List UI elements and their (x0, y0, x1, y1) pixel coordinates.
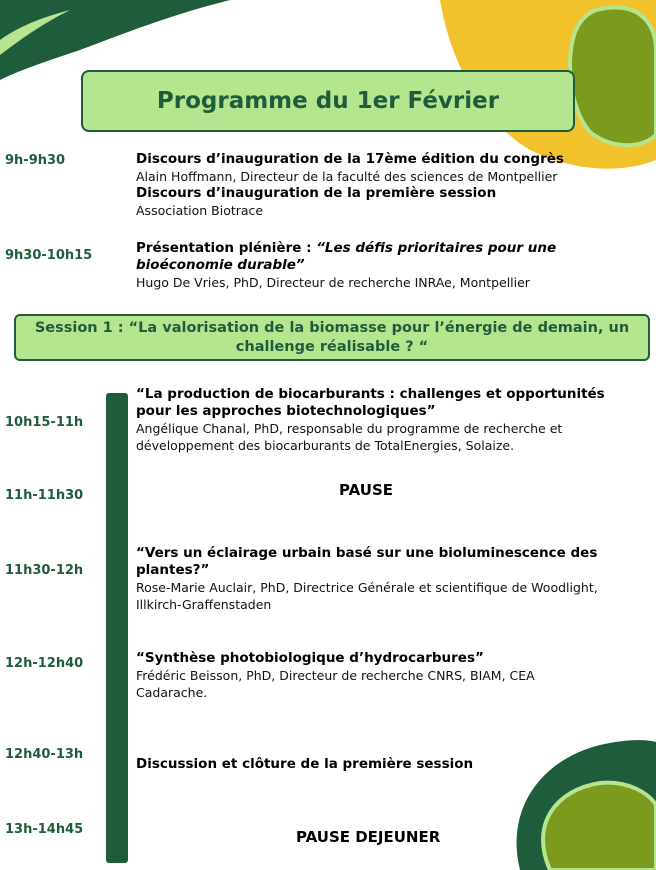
entry-speaker: Alain Hoffmann, Directeur de la faculté des sciences de Montpellier (136, 169, 558, 184)
session-title: Session 1 : “La valorisation de la biomasse pour l’énergie de demain, un challenge réalisable ? “ (34, 319, 630, 355)
timeline-bar (106, 393, 128, 863)
schedule-entry-hydrocarbures (136, 650, 636, 701)
entry-title: “La production de biocarburants : challenges et opportunités pour les approches biotechnologiques” (136, 386, 605, 419)
time-label: 11h30-12h (5, 563, 84, 578)
entry-title: Discours d’inauguration de la première session (136, 185, 497, 201)
page-title: Programme du 1er Février (156, 88, 500, 114)
time-label: 13h-14h45 (5, 822, 84, 837)
time-label: 12h-12h40 (5, 656, 84, 671)
time-label: 12h40-13h (5, 747, 84, 762)
schedule-entry-bioluminescence (136, 545, 636, 613)
entry-title: “Vers un éclairage urbain basé sur une bioluminescence des plantes?” (136, 545, 598, 578)
time-label: 9h30-10h15 (5, 248, 93, 263)
entry-speaker: Association Biotrace (136, 203, 264, 218)
time-label: 11h-11h30 (5, 488, 84, 503)
entry-title: Discours d’inauguration de la 17ème édition du congrès (136, 151, 564, 167)
schedule-entry-closing (136, 756, 636, 773)
top-left-wave-shape (0, 0, 230, 80)
time-label: 10h15-11h (5, 415, 84, 430)
pause-label: PAUSE (339, 481, 393, 499)
session-banner (14, 314, 650, 361)
entry-speaker: Angélique Chanal, PhD, responsable du programme de recherche et développement des biocarburants de TotalEnergies, Solaize. (136, 421, 563, 453)
lunch-label: PAUSE DEJEUNER (296, 828, 441, 846)
time-label: 9h-9h30 (5, 153, 66, 168)
entry-title: Discussion et clôture de la première session (136, 756, 474, 772)
top-right-olive-shape (570, 7, 656, 145)
entry-title-italic: “Les défis prioritaires pour une bioéconomie durable” (136, 240, 557, 273)
title-banner (81, 70, 575, 132)
entry-speaker: Rose-Marie Auclair, PhD, Directrice Générale et scientifique de Woodlight, Illkirch-Graffenstaden (136, 580, 598, 612)
entry-speaker: Frédéric Beisson, PhD, Directeur de recherche CNRS, BIAM, CEA Cadarache. (136, 668, 535, 700)
entry-title-prefix: Présentation plénière : (136, 240, 317, 256)
entry-title: “Synthèse photobiologique d’hydrocarbures” (136, 650, 484, 666)
schedule-entry-pleniere (136, 240, 636, 291)
entry-speaker: Hugo De Vries, PhD, Directeur de recherche INRAe, Montpellier (136, 275, 530, 290)
schedule-entry-inauguration (136, 151, 636, 219)
entry-title (136, 240, 576, 274)
schedule-entry-biocarburants (136, 386, 636, 454)
